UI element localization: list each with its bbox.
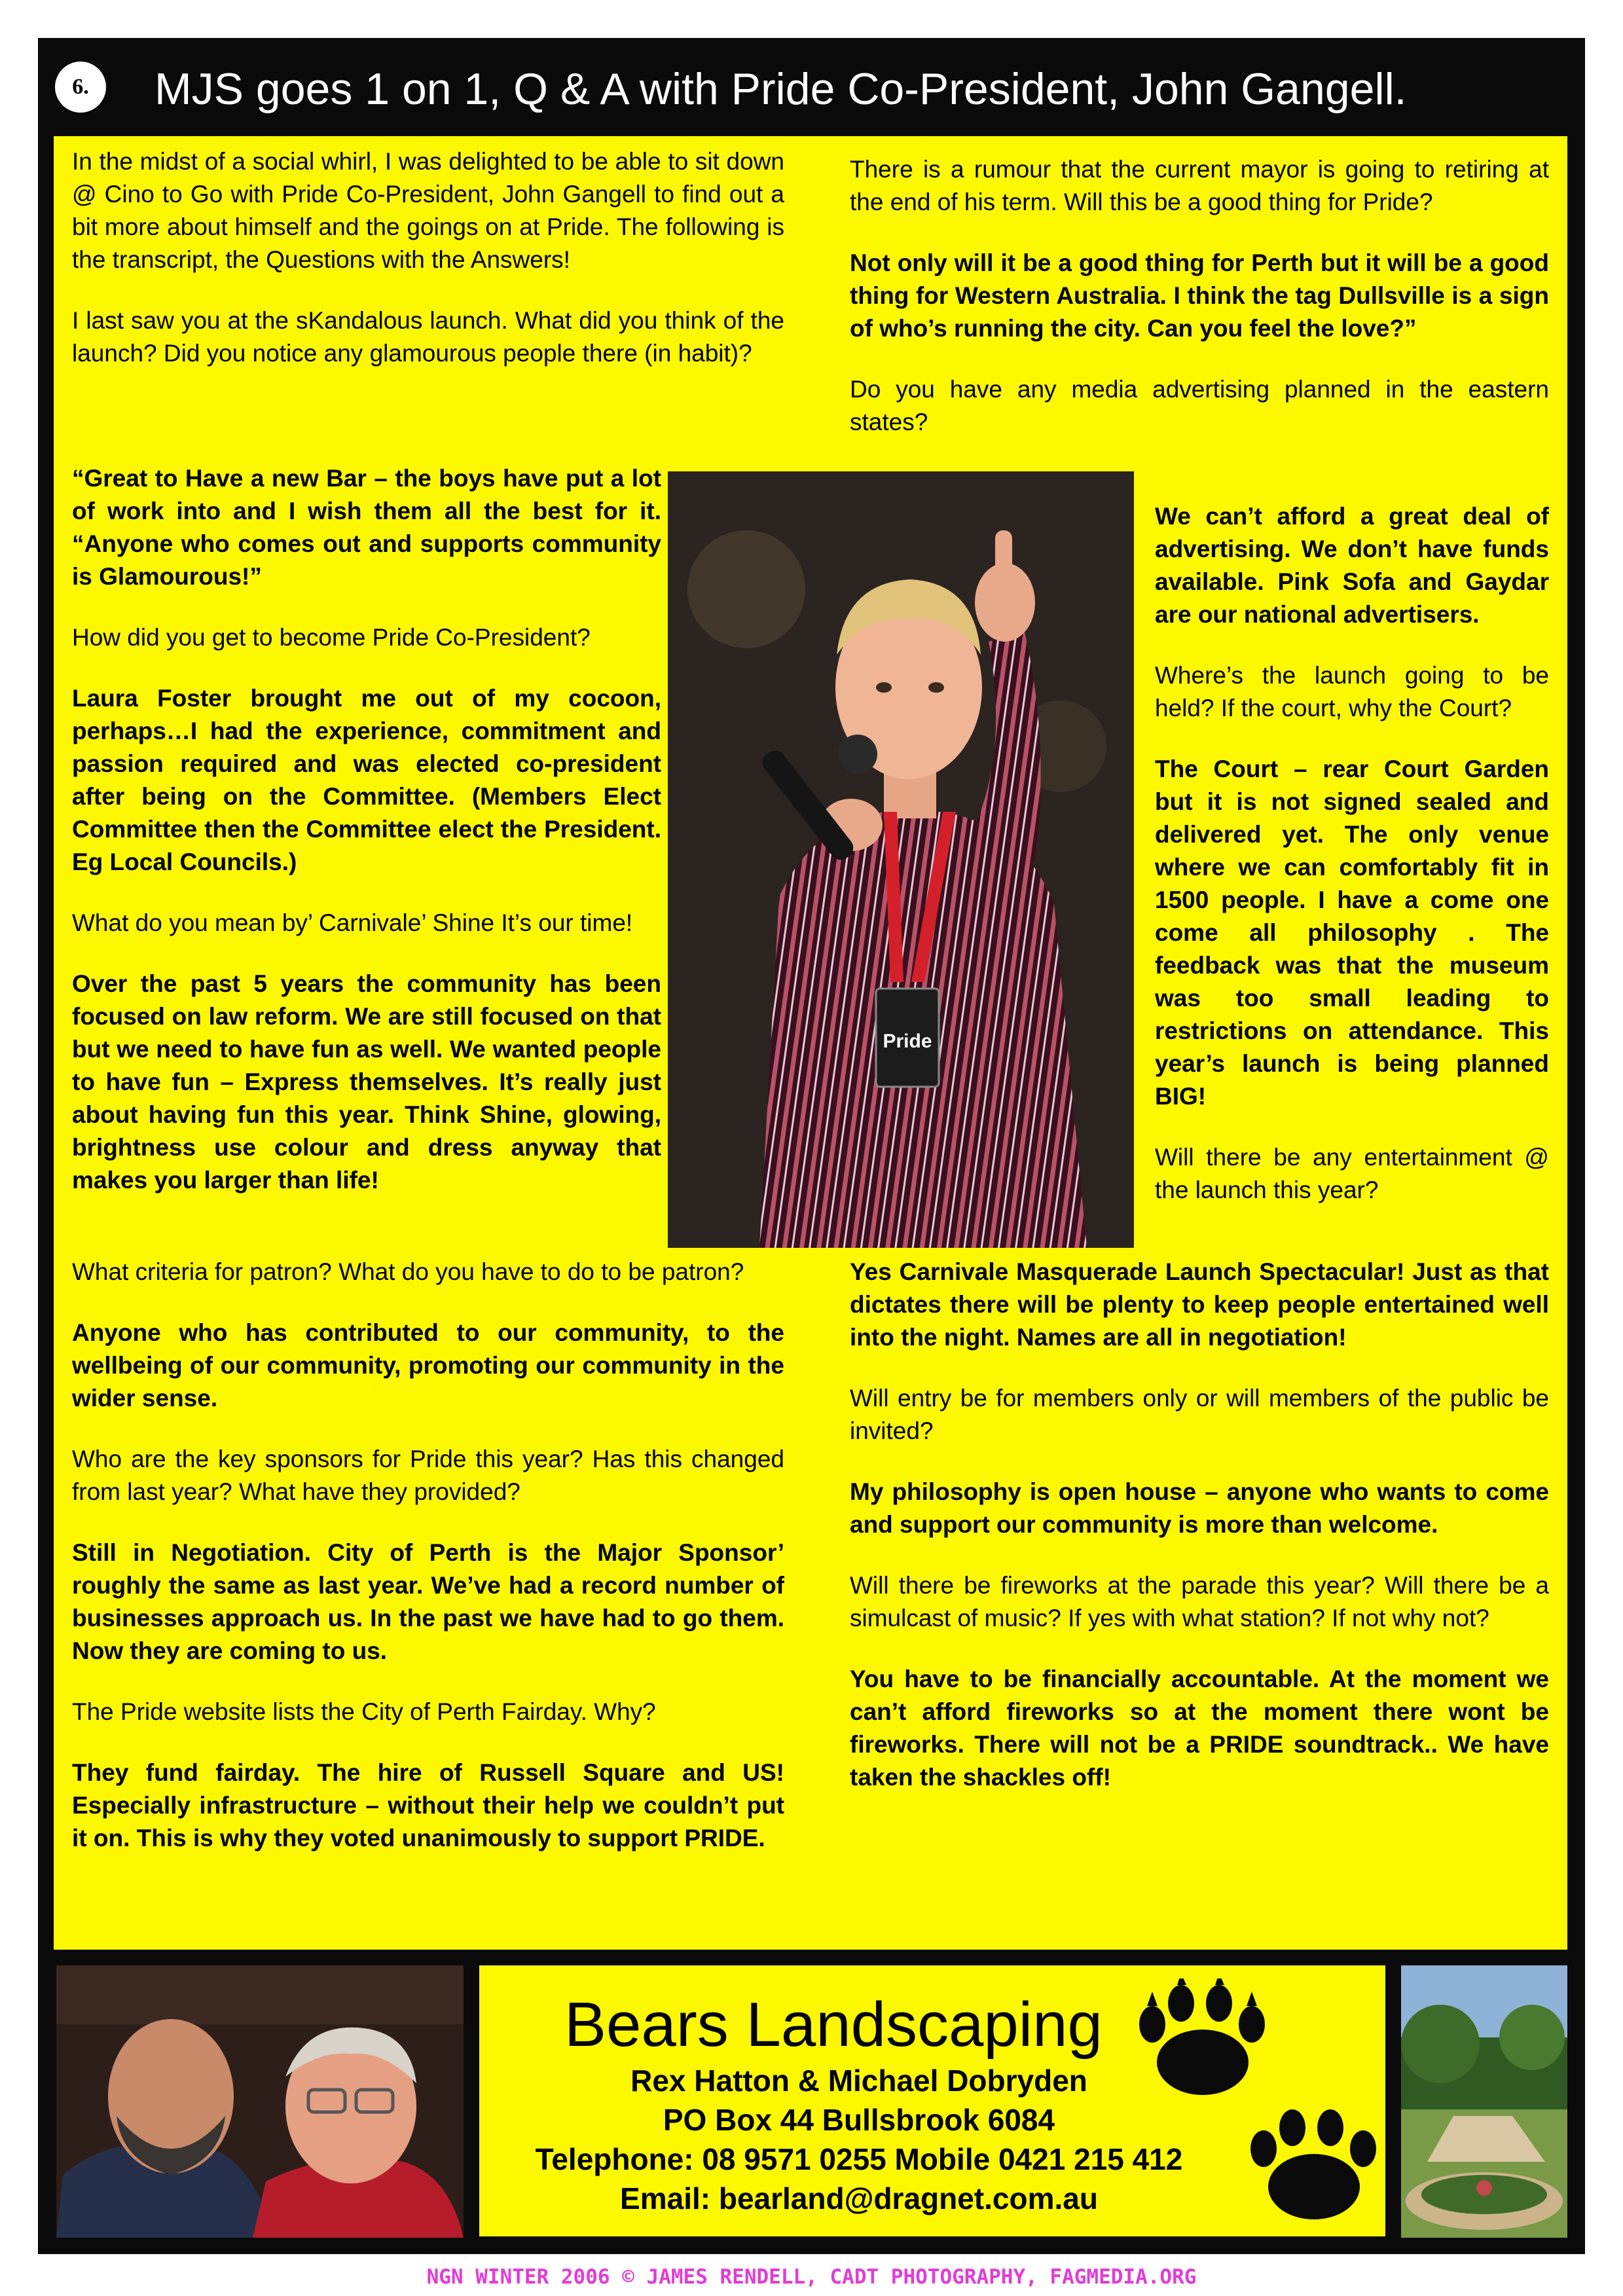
answer: “Great to Have a new Bar – the boys have put a lot of work into and I wish them all the best for it. “Anyone who comes out and supports community is Glamourous!” xyxy=(72,465,661,590)
garden-photo xyxy=(1401,1965,1567,2238)
answer: They fund fairday. The hire of Russell Square and US! Especially infrastructure – without their help we couldn’t put it on. This is why they voted unanimously to support PRIDE. xyxy=(72,1759,784,1851)
question: How did you get to become Pride Co-President? xyxy=(72,624,591,651)
answer: Laura Foster brought me out of my cocoon, perhaps…I had the experience, commitment and passion required and was elected co-president after being on the Committee. (Members Elect Committee then the Committee elect the President. Eg Local Councils.) xyxy=(72,685,661,875)
garden-illustration xyxy=(1401,1965,1567,2238)
right-column-bottom xyxy=(850,1256,1549,1822)
ad-title: Bears Landscaping xyxy=(564,1990,1103,2060)
owners-illustration xyxy=(56,1965,464,2238)
left-column-top xyxy=(72,145,784,398)
question: The Pride website lists the City of Perth Fairday. Why? xyxy=(72,1698,656,1725)
ad-po-box: PO Box 44 Bullsbrook 6084 xyxy=(663,2103,1055,2137)
left-column-narrow xyxy=(72,462,661,1225)
headline: MJS goes 1 on 1, Q & A with Pride Co-President, John Gangell. xyxy=(155,64,1407,114)
ad-phone: Telephone: 08 9571 0255 Mobile 0421 215 412 xyxy=(535,2142,1183,2176)
ad-names: Rex Hatton & Michael Dobryden xyxy=(630,2064,1087,2098)
answer: My philosophy is open house – anyone who wants to come and support our community is more than welcome. xyxy=(850,1478,1549,1538)
question: I last saw you at the sKandalous launch. What did you think of the launch? Did you notice any glamourous people there (in habit)? xyxy=(72,307,784,367)
answer: Anyone who has contributed to our community, to the wellbeing of our community, promoting our community in the wider sense. xyxy=(72,1319,784,1412)
page-number: 6. xyxy=(55,62,106,113)
performer-illustration xyxy=(668,471,1134,1248)
left-column-bottom xyxy=(72,1256,784,1883)
answer: Still in Negotiation. City of Perth is the Major Sponsor’ roughly the same as last year. We’ve had a record number of businesses approach us. In the past we have had to go them. Now they are coming to us. xyxy=(72,1539,784,1664)
ad-email: Email: bearland@dragnet.com.au xyxy=(620,2181,1098,2215)
footer-credit: NGN WINTER 2006 © JAMES RENDELL, CADT PHOTOGRAPHY, FAGMEDIA.ORG xyxy=(426,2265,1197,2289)
question: Will entry be for members only or will members of the public be invited? xyxy=(850,1385,1549,1444)
paw-print-icon xyxy=(1245,2103,1383,2227)
question: What do you mean by’ Carnivale’ Shine It’s our time! xyxy=(72,909,633,936)
answer: We can’t afford a great deal of advertising. We don’t have funds available. Pink Sofa and Gaydar are our national advertisers. xyxy=(1155,503,1549,628)
answer: Not only will it be a good thing for Perth but it will be a good thing for Western Australia. I think the tag Dullsville is a sign of who’s running the city. Can you feel the love?” xyxy=(850,249,1549,342)
owners-photo xyxy=(56,1965,464,2238)
bears-landscaping-ad xyxy=(479,1965,1385,2236)
answer: The Court – rear Court Garden but it is not signed sealed and delivered yet. The only venue where we can comfortably fit in 1500 people. I have a come one come all philosophy . The feedback was that the museum was too small leading to restrictions on attendance. This year’s launch is being planned BIG! xyxy=(1155,756,1549,1110)
right-column-top xyxy=(850,153,1549,467)
answer: You have to be financially accountable. At the moment we can’t afford fireworks so at the moment there wont be fireworks. There will not be a PRIDE soundtrack.. We have taken the shackles off! xyxy=(850,1666,1549,1791)
right-column-narrow xyxy=(1155,500,1549,1235)
interview-photo xyxy=(668,471,1134,1248)
question: Will there be any entertainment @ the launch this year? xyxy=(1155,1144,1549,1203)
question: There is a rumour that the current mayor is going to retiring at the end of his term. Will this be a good thing for Pride? xyxy=(850,156,1549,215)
lanyard-badge-text: Pride xyxy=(883,1030,932,1052)
question: What criteria for patron? What do you have to do to be patron? xyxy=(72,1258,744,1285)
answer: Over the past 5 years the community has been focused on law reform. We are still focused on that but we need to have fun as well. We wanted people to have fun – Express themselves. It’s really just about having fun this year. Think Shine, glowing, brightness use colour and dress anyway that makes you larger than life! xyxy=(72,970,661,1194)
question: Where’s the launch going to be held? If the court, why the Court? xyxy=(1155,662,1549,721)
answer: Yes Carnivale Masquerade Launch Spectacular! Just as that dictates there will be plenty to keep people entertained well into the night. Names are all in negotiation! xyxy=(850,1258,1549,1351)
intro-paragraph: In the midst of a social whirl, I was delighted to be able to sit down @ Cino to Go with Pride Co-President, John Gangell to find out a bit more about himself and the goings on at Pride. The following is the transcript, the Questions with the Answers! xyxy=(72,148,784,273)
paw-print-icon xyxy=(1134,1978,1271,2103)
question: Do you have any media advertising planned in the eastern states? xyxy=(850,376,1549,435)
question: Will there be fireworks at the parade this year? Will there be a simulcast of music? If yes with what station? If not why not? xyxy=(850,1572,1549,1631)
question: Who are the key sponsors for Pride this year? Has this changed from last year? What have they provided? xyxy=(72,1446,784,1505)
